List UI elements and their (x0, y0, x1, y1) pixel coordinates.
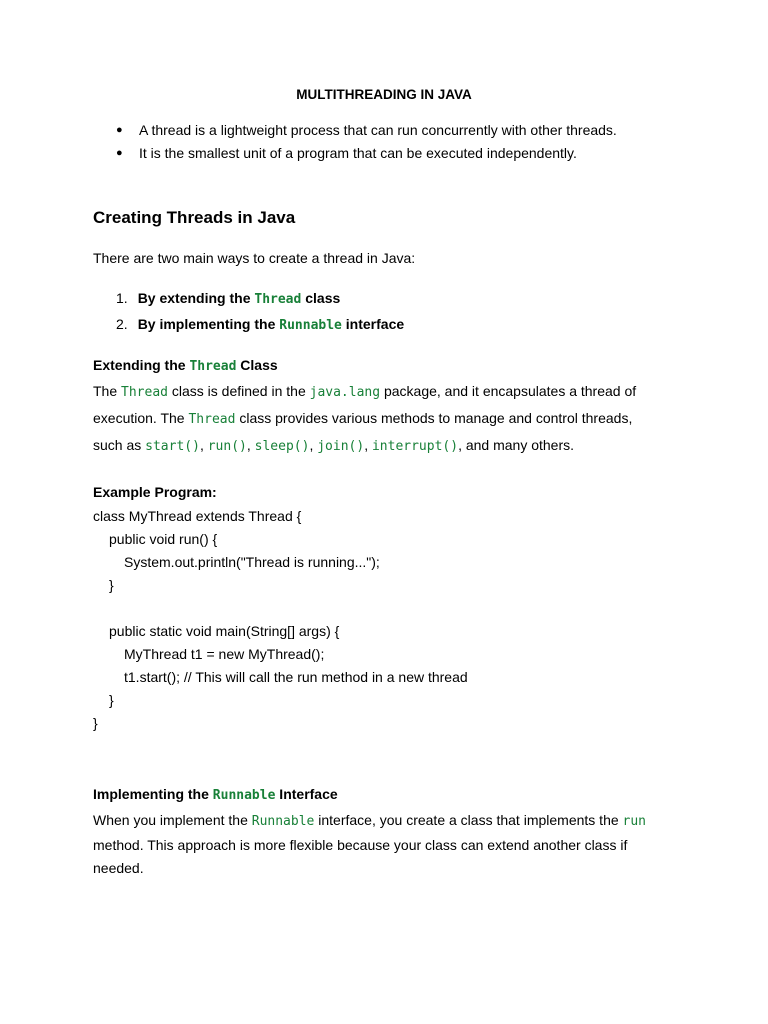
text: interface, you create a class that implements the (314, 812, 623, 828)
paragraph-line (93, 812, 646, 829)
inline-code: sleep() (254, 439, 310, 454)
inline-code: run() (207, 439, 247, 454)
code-line: public static void main(String[] args) { (109, 623, 340, 639)
list-text: By extending the (137, 290, 255, 306)
paragraph-line: needed. (93, 860, 144, 876)
code-line: t1.start(); // This will call the run method in a new thread (124, 669, 468, 685)
subsection-heading (93, 357, 278, 374)
list-number: 2. (116, 316, 128, 332)
code-line: public void run() { (109, 531, 218, 547)
bullet-text: A thread is a lightweight process that can run concurrently with other threads. (139, 122, 617, 138)
section-heading: Creating Threads in Java (93, 208, 296, 227)
text: class provides various methods to manage and control threads, (235, 410, 633, 426)
heading-text: Class (236, 357, 278, 373)
inline-code: Thread (188, 412, 236, 427)
inline-code: Thread (121, 385, 168, 400)
text: class is defined in the (167, 383, 310, 399)
code-line: class MyThread extends Thread { (93, 508, 302, 524)
inline-code: java.lang (309, 385, 381, 400)
heading-text: Implementing the (93, 786, 213, 802)
text: , (199, 437, 208, 453)
code-line: } (109, 577, 114, 593)
bullet-glyph: ● (116, 147, 123, 159)
intro-paragraph: There are two main ways to create a thread in Java: (93, 250, 416, 266)
inline-code: interrupt() (371, 439, 459, 454)
inline-code: Thread (189, 359, 237, 374)
text: When you implement the (93, 812, 252, 828)
text: such as (93, 437, 146, 453)
text: , (246, 437, 255, 453)
subsection-heading (93, 786, 338, 803)
text: , and many others. (458, 437, 575, 453)
list-text: By implementing the (137, 316, 280, 332)
inline-code: join() (317, 439, 365, 454)
paragraph-line (93, 437, 574, 454)
list-text: interface (341, 316, 405, 332)
inline-code: run (622, 814, 647, 829)
list-item (116, 290, 340, 307)
inline-code: Runnable (212, 788, 276, 803)
paragraph-line: method. This approach is more flexible because your class can extend another class if (93, 837, 628, 853)
text: The (93, 383, 122, 399)
inline-code: Thread (254, 292, 302, 307)
list-item (116, 316, 404, 333)
code-line: System.out.println("Thread is running..."); (124, 554, 380, 570)
text: , (364, 437, 372, 453)
code-line: MyThread t1 = new MyThread(); (124, 646, 325, 662)
list-text: class (301, 290, 341, 306)
paragraph-line (93, 410, 632, 427)
bullet-glyph: ● (116, 124, 123, 136)
inline-code: Runnable (251, 814, 315, 829)
document-title: MULTITHREADING IN JAVA (296, 87, 472, 102)
code-line: } (109, 692, 114, 708)
heading-text: Interface (275, 786, 338, 802)
list-number: 1. (116, 290, 128, 306)
inline-code: start() (145, 439, 200, 454)
text: package, and it encapsulates a thread of (380, 383, 637, 399)
bullet-text: It is the smallest unit of a program that can be executed independently. (139, 145, 577, 161)
inline-code: Runnable (279, 318, 342, 333)
example-heading: Example Program: (93, 484, 217, 500)
code-line: } (93, 715, 98, 731)
text: , (309, 437, 318, 453)
text: execution. The (93, 410, 189, 426)
heading-text: Extending the (93, 357, 190, 373)
paragraph-line (93, 383, 636, 400)
